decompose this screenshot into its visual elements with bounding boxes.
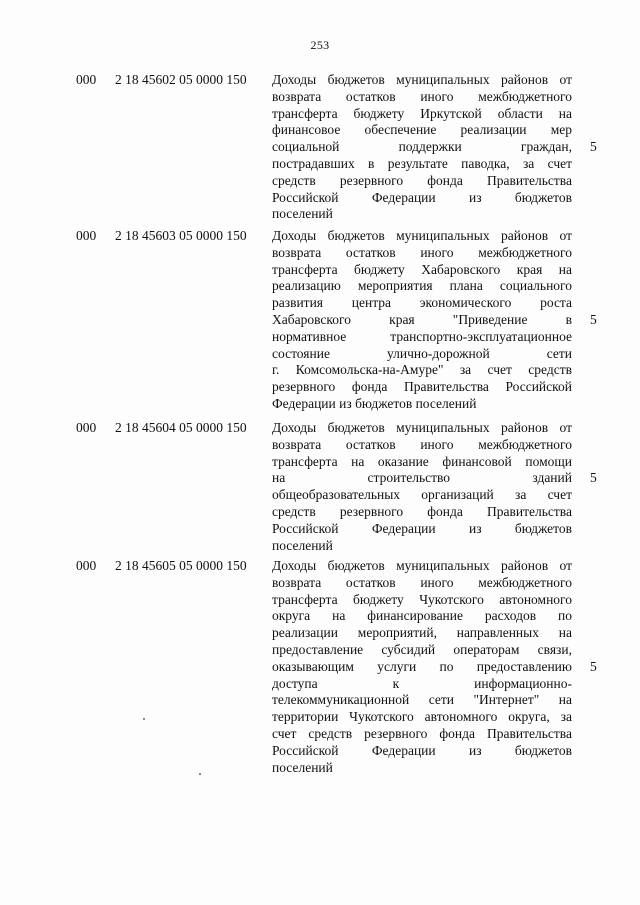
scan-speck	[143, 718, 145, 720]
description-line: Федерации из бюджетов поселений	[272, 395, 477, 411]
description-line: средств резервного фонда Правительства	[272, 503, 572, 519]
norm-percent: 5	[590, 312, 597, 327]
budget-classification-code: 2 18 45602 05 0000 150	[115, 72, 247, 87]
norm-percent: 5	[590, 139, 597, 155]
description-line: Российской Федерации из бюджетов	[272, 189, 572, 205]
description-line: возврата остатков иного межбюджетного	[272, 436, 572, 452]
description-line: состояние улично-дорожной сети	[272, 345, 572, 361]
admin-code: 000	[76, 228, 97, 243]
revenue-description	[272, 558, 572, 776]
page-number: 253	[310, 38, 330, 52]
admin-code: 000	[76, 558, 97, 573]
description-line: оказывающим услуги по предоставлению	[272, 658, 572, 674]
description-line: трансферта бюджету Иркутской области на	[272, 105, 572, 121]
description-line: средств резервного фонда Правительства	[272, 172, 572, 188]
revenue-description	[272, 420, 572, 554]
description-line: округа на финансирование расходов по	[272, 608, 572, 624]
revenue-description	[272, 228, 572, 413]
description-line: общеобразовательных организаций за счет	[272, 487, 572, 503]
description-line: трансферта бюджету Хабаровского края на	[272, 261, 572, 277]
description-line: возврата остатков иного межбюджетного	[272, 88, 572, 104]
description-line: Доходы бюджетов муниципальных районов от	[272, 228, 572, 243]
description-line: реализацию мероприятия плана социального	[272, 278, 572, 294]
description-line: развития центра экономического роста	[272, 295, 572, 311]
description-line: нормативное транспортно-эксплуатационное	[272, 328, 572, 344]
description-line: поселений	[272, 206, 333, 222]
description-line: поселений	[272, 537, 333, 553]
description-line: Хабаровского края "Приведение в	[272, 311, 572, 327]
admin-code: 000	[76, 420, 97, 435]
budget-classification-code: 2 18 45604 05 0000 150	[115, 420, 247, 435]
description-line: территории Чукотского автономного округа, за	[272, 709, 572, 725]
description-line: Доходы бюджетов муниципальных районов от	[272, 558, 572, 573]
description-line: пострадавших в результате паводка, за счет	[272, 155, 572, 171]
description-line: реализации мероприятий, направленных на	[272, 625, 572, 641]
description-line: счет средств резервного фонда Правительства	[272, 725, 572, 741]
scan-speck	[199, 773, 201, 775]
description-line: поселений	[272, 759, 333, 775]
norm-percent: 5	[590, 658, 597, 674]
description-line: социальной поддержки граждан,	[272, 139, 572, 155]
description-line: трансферта на оказание финансовой помощи	[272, 453, 572, 469]
norm-percent: 5	[590, 470, 597, 486]
revenue-description	[272, 72, 572, 223]
admin-code: 000	[76, 72, 97, 87]
budget-classification-code: 2 18 45603 05 0000 150	[115, 228, 247, 243]
description-line: трансферта бюджету Чукотского автономного	[272, 591, 572, 607]
description-line: Российской Федерации из бюджетов	[272, 520, 572, 536]
description-line: телекоммуникационной сети "Интернет" на	[272, 692, 572, 708]
budget-classification-code: 2 18 45605 05 0000 150	[115, 558, 247, 573]
description-line: Российской Федерации из бюджетов	[272, 742, 572, 758]
description-line: доступа к информационно-	[272, 675, 572, 691]
description-line: Доходы бюджетов муниципальных районов от	[272, 72, 572, 87]
description-line: предоставление субсидий операторам связи,	[272, 641, 572, 657]
description-line: г. Комсомольска-на-Амуре" за счет средств	[272, 362, 572, 378]
description-line: резервного фонда Правительства Российской	[272, 379, 572, 395]
description-line: на строительство зданий	[272, 470, 572, 486]
description-line: возврата остатков иного межбюджетного	[272, 574, 572, 590]
description-line: Доходы бюджетов муниципальных районов от	[272, 420, 572, 435]
description-line: возврата остатков иного межбюджетного	[272, 244, 572, 260]
description-line: финансовое обеспечение реализации мер	[272, 122, 572, 138]
